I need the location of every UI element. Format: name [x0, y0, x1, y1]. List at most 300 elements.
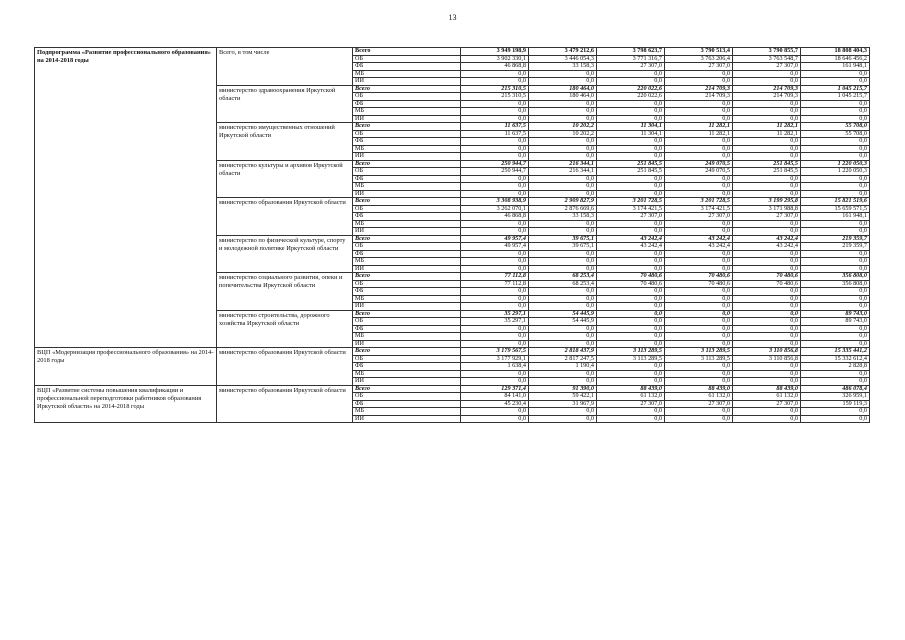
year-value-cell: 0,0: [529, 378, 597, 386]
year-value-cell: 0,0: [529, 70, 597, 78]
year-value-cell: 0,0: [529, 333, 597, 341]
year-value-cell: 0,0: [529, 175, 597, 183]
page-number: 13: [448, 13, 457, 22]
year-value-cell: 0,0: [461, 145, 529, 153]
total-value-cell: 0,0: [801, 250, 870, 258]
year-value-cell: 0,0: [597, 303, 665, 311]
funding-source-cell: Всего: [353, 198, 461, 206]
year-value-cell: 11 304,1: [597, 123, 665, 131]
year-value-cell: 0,0: [461, 333, 529, 341]
year-value-cell: 0,0: [733, 340, 801, 348]
year-value-cell: 91 390,0: [529, 385, 597, 393]
year-value-cell: 0,0: [665, 153, 733, 161]
total-value-cell: 1 220 050,3: [801, 160, 870, 168]
year-value-cell: 27 307,0: [665, 213, 733, 221]
year-value-cell: 0,0: [665, 250, 733, 258]
year-value-cell: 3 201 728,5: [597, 198, 665, 206]
year-value-cell: 0,0: [597, 408, 665, 416]
year-value-cell: 0,0: [597, 310, 665, 318]
year-value-cell: 251 845,5: [733, 160, 801, 168]
year-value-cell: 3 201 728,5: [665, 198, 733, 206]
funding-source-cell: Всего: [353, 85, 461, 93]
year-value-cell: 0,0: [597, 370, 665, 378]
total-value-cell: 356 808,0: [801, 273, 870, 281]
year-value-cell: 0,0: [597, 340, 665, 348]
year-value-cell: 0,0: [461, 108, 529, 116]
total-value-cell: 0,0: [801, 190, 870, 198]
year-value-cell: 3 949 198,9: [461, 48, 529, 56]
year-value-cell: 0,0: [597, 138, 665, 146]
year-value-cell: 0,0: [461, 70, 529, 78]
year-value-cell: 0,0: [597, 318, 665, 326]
funding-source-cell: ОБ: [353, 355, 461, 363]
total-value-cell: 0,0: [801, 108, 870, 116]
budget-table-body: [35, 48, 870, 423]
year-value-cell: 39 675,1: [529, 235, 597, 243]
year-value-cell: 1 638,4: [461, 363, 529, 371]
year-value-cell: 61 132,0: [665, 393, 733, 401]
year-value-cell: 251 845,5: [597, 160, 665, 168]
year-value-cell: 3 262 070,1: [461, 205, 529, 213]
year-value-cell: 3 308 938,9: [461, 198, 529, 206]
responsible-executor-cell: министерство по физической культуре, спорту и молодежной политике Иркутской области: [217, 235, 353, 273]
total-value-cell: 0,0: [801, 408, 870, 416]
funding-source-cell: ФБ: [353, 400, 461, 408]
funding-source-cell: ОБ: [353, 318, 461, 326]
year-value-cell: 249 070,5: [665, 168, 733, 176]
year-value-cell: 31 967,9: [529, 400, 597, 408]
year-value-cell: 35 297,1: [461, 310, 529, 318]
program-name-cell: Подпрограмма «Развитие профессионального образования» на 2014-2018 годы: [35, 48, 217, 348]
total-value-cell: 0,0: [801, 153, 870, 161]
year-value-cell: 0,0: [665, 220, 733, 228]
year-value-cell: 0,0: [597, 115, 665, 123]
year-value-cell: 0,0: [461, 295, 529, 303]
year-value-cell: 11 637,5: [461, 123, 529, 131]
funding-source-cell: ИИ: [353, 415, 461, 423]
year-value-cell: 43 242,4: [597, 235, 665, 243]
year-value-cell: 0,0: [733, 318, 801, 326]
year-value-cell: 61 132,0: [733, 393, 801, 401]
funding-source-cell: ФБ: [353, 288, 461, 296]
funding-source-cell: ИИ: [353, 265, 461, 273]
year-value-cell: 43 242,4: [733, 243, 801, 251]
year-value-cell: 70 480,6: [665, 273, 733, 281]
funding-source-cell: МБ: [353, 220, 461, 228]
total-value-cell: 161 948,1: [801, 63, 870, 71]
year-value-cell: 0,0: [733, 228, 801, 236]
program-name-cell: ВЦП «Развитие системы повышения квалификации и профессиональной переподготовки работников образования Иркутской области» на 2014-2018 годы: [35, 385, 217, 423]
year-value-cell: 3 177 929,1: [461, 355, 529, 363]
year-value-cell: 11 282,1: [733, 130, 801, 138]
year-value-cell: 0,0: [597, 325, 665, 333]
year-value-cell: 0,0: [529, 108, 597, 116]
year-value-cell: 39 675,1: [529, 243, 597, 251]
total-value-cell: 486 078,4: [801, 385, 870, 393]
funding-source-cell: ОБ: [353, 205, 461, 213]
funding-source-cell: ИИ: [353, 340, 461, 348]
year-value-cell: 0,0: [665, 415, 733, 423]
total-value-cell: 0,0: [801, 303, 870, 311]
year-value-cell: 54 445,9: [529, 310, 597, 318]
year-value-cell: 27 307,0: [597, 63, 665, 71]
year-value-cell: 0,0: [529, 258, 597, 266]
total-value-cell: 15 335 441,2: [801, 348, 870, 356]
year-value-cell: 0,0: [665, 333, 733, 341]
year-value-cell: 3 110 856,8: [733, 355, 801, 363]
year-value-cell: 0,0: [461, 288, 529, 296]
total-value-cell: 0,0: [801, 325, 870, 333]
year-value-cell: 0,0: [529, 415, 597, 423]
total-value-cell: 1 220 050,3: [801, 168, 870, 176]
year-value-cell: 0,0: [665, 378, 733, 386]
year-value-cell: 0,0: [665, 370, 733, 378]
total-value-cell: 0,0: [801, 183, 870, 191]
funding-source-cell: ФБ: [353, 250, 461, 258]
total-value-cell: 55 708,0: [801, 130, 870, 138]
year-value-cell: 3 113 289,5: [597, 348, 665, 356]
funding-source-cell: ИИ: [353, 115, 461, 123]
year-value-cell: 0,0: [529, 115, 597, 123]
year-value-cell: 3 174 421,5: [597, 205, 665, 213]
year-value-cell: 0,0: [529, 100, 597, 108]
year-value-cell: 3 771 316,7: [597, 55, 665, 63]
year-value-cell: 88 439,0: [597, 385, 665, 393]
year-value-cell: 70 480,6: [597, 280, 665, 288]
year-value-cell: 0,0: [733, 333, 801, 341]
year-value-cell: 0,0: [529, 78, 597, 86]
year-value-cell: 0,0: [461, 220, 529, 228]
year-value-cell: 0,0: [461, 340, 529, 348]
funding-source-cell: ОБ: [353, 55, 461, 63]
year-value-cell: 3 479 212,6: [529, 48, 597, 56]
year-value-cell: 27 307,0: [597, 213, 665, 221]
funding-source-cell: ОБ: [353, 130, 461, 138]
year-value-cell: 0,0: [733, 303, 801, 311]
funding-source-cell: Всего: [353, 235, 461, 243]
year-value-cell: 27 307,0: [665, 63, 733, 71]
total-value-cell: 0,0: [801, 340, 870, 348]
year-value-cell: 27 307,0: [665, 400, 733, 408]
year-value-cell: 0,0: [597, 100, 665, 108]
year-value-cell: 3 790 513,4: [665, 48, 733, 56]
total-value-cell: 161 948,1: [801, 213, 870, 221]
total-value-cell: 159 119,3: [801, 400, 870, 408]
year-value-cell: 3 199 295,8: [733, 198, 801, 206]
year-value-cell: 0,0: [733, 190, 801, 198]
funding-source-cell: Всего: [353, 385, 461, 393]
total-value-cell: 15 659 571,5: [801, 205, 870, 213]
year-value-cell: 0,0: [733, 415, 801, 423]
funding-source-cell: ИИ: [353, 303, 461, 311]
responsible-executor-cell: министерство культуры и архивов Иркутской области: [217, 160, 353, 198]
responsible-executor-cell: министерство образования Иркутской области: [217, 348, 353, 386]
funding-source-cell: МБ: [353, 333, 461, 341]
total-value-cell: 2 828,8: [801, 363, 870, 371]
year-value-cell: 0,0: [597, 70, 665, 78]
total-value-cell: 0,0: [801, 258, 870, 266]
year-value-cell: 0,0: [529, 408, 597, 416]
year-value-cell: 220 022,6: [597, 85, 665, 93]
total-value-cell: 0,0: [801, 115, 870, 123]
funding-source-cell: ФБ: [353, 138, 461, 146]
year-value-cell: 0,0: [733, 108, 801, 116]
year-value-cell: 0,0: [529, 183, 597, 191]
year-value-cell: 54 445,9: [529, 318, 597, 326]
year-value-cell: 0,0: [665, 175, 733, 183]
total-value-cell: 219 359,7: [801, 243, 870, 251]
year-value-cell: 0,0: [597, 175, 665, 183]
funding-source-cell: ИИ: [353, 190, 461, 198]
total-value-cell: 18 646 456,2: [801, 55, 870, 63]
year-value-cell: 0,0: [665, 190, 733, 198]
year-value-cell: 249 070,5: [665, 160, 733, 168]
year-value-cell: 0,0: [461, 100, 529, 108]
funding-source-cell: Всего: [353, 310, 461, 318]
year-value-cell: 0,0: [529, 153, 597, 161]
year-value-cell: 0,0: [665, 265, 733, 273]
year-value-cell: 0,0: [597, 378, 665, 386]
year-value-cell: 0,0: [461, 265, 529, 273]
year-value-cell: 0,0: [597, 265, 665, 273]
funding-source-cell: ОБ: [353, 393, 461, 401]
year-value-cell: 33 158,3: [529, 213, 597, 221]
year-value-cell: 0,0: [461, 378, 529, 386]
year-value-cell: 59 422,1: [529, 393, 597, 401]
year-value-cell: 215 310,5: [461, 85, 529, 93]
year-value-cell: 0,0: [597, 190, 665, 198]
year-value-cell: 250 944,7: [461, 160, 529, 168]
year-value-cell: 3 763 548,7: [733, 55, 801, 63]
year-value-cell: 3 113 289,5: [665, 348, 733, 356]
funding-source-cell: Всего: [353, 123, 461, 131]
year-value-cell: 0,0: [733, 175, 801, 183]
year-value-cell: 3 113 289,5: [665, 355, 733, 363]
year-value-cell: 0,0: [733, 183, 801, 191]
year-value-cell: 0,0: [461, 183, 529, 191]
year-value-cell: 0,0: [597, 295, 665, 303]
year-value-cell: 0,0: [665, 363, 733, 371]
year-value-cell: 0,0: [461, 258, 529, 266]
year-value-cell: 0,0: [529, 370, 597, 378]
table-row: [35, 385, 870, 393]
year-value-cell: 46 868,8: [461, 213, 529, 221]
funding-source-cell: МБ: [353, 295, 461, 303]
year-value-cell: 88 439,0: [733, 385, 801, 393]
year-value-cell: 84 141,0: [461, 393, 529, 401]
year-value-cell: 0,0: [461, 325, 529, 333]
total-value-cell: 0,0: [801, 70, 870, 78]
year-value-cell: 0,0: [597, 153, 665, 161]
year-value-cell: 49 957,4: [461, 235, 529, 243]
year-value-cell: 45 230,4: [461, 400, 529, 408]
year-value-cell: 0,0: [665, 115, 733, 123]
year-value-cell: 2 876 669,6: [529, 205, 597, 213]
year-value-cell: 0,0: [597, 363, 665, 371]
year-value-cell: 0,0: [733, 78, 801, 86]
total-value-cell: 0,0: [801, 138, 870, 146]
funding-source-cell: ИИ: [353, 78, 461, 86]
year-value-cell: 27 307,0: [733, 63, 801, 71]
year-value-cell: 3 110 856,8: [733, 348, 801, 356]
total-value-cell: 0,0: [801, 288, 870, 296]
responsible-executor-cell: министерство социального развития, опеки и попечительства Иркутской области: [217, 273, 353, 311]
total-value-cell: 15 332 612,4: [801, 355, 870, 363]
year-value-cell: 0,0: [529, 228, 597, 236]
year-value-cell: 3 113 289,5: [597, 355, 665, 363]
total-value-cell: 0,0: [801, 295, 870, 303]
funding-source-cell: МБ: [353, 70, 461, 78]
year-value-cell: 0,0: [665, 183, 733, 191]
year-value-cell: 251 845,5: [733, 168, 801, 176]
year-value-cell: 0,0: [665, 145, 733, 153]
total-value-cell: 15 821 519,6: [801, 198, 870, 206]
responsible-executor-cell: министерство имущественных отношений Иркутской области: [217, 123, 353, 161]
year-value-cell: 3 179 567,5: [461, 348, 529, 356]
year-value-cell: 0,0: [597, 258, 665, 266]
year-value-cell: 0,0: [461, 408, 529, 416]
year-value-cell: 216 344,1: [529, 160, 597, 168]
year-value-cell: 180 464,0: [529, 85, 597, 93]
total-value-cell: 326 959,1: [801, 393, 870, 401]
year-value-cell: 0,0: [733, 378, 801, 386]
year-value-cell: 0,0: [597, 78, 665, 86]
year-value-cell: 0,0: [529, 250, 597, 258]
year-value-cell: 11 282,1: [665, 130, 733, 138]
year-value-cell: 0,0: [665, 303, 733, 311]
year-value-cell: 0,0: [665, 78, 733, 86]
year-value-cell: 0,0: [733, 220, 801, 228]
year-value-cell: 0,0: [733, 153, 801, 161]
year-value-cell: 0,0: [665, 100, 733, 108]
year-value-cell: 0,0: [461, 153, 529, 161]
total-value-cell: 18 808 404,3: [801, 48, 870, 56]
year-value-cell: 0,0: [597, 145, 665, 153]
funding-source-cell: ФБ: [353, 100, 461, 108]
year-value-cell: 0,0: [733, 295, 801, 303]
year-value-cell: 0,0: [733, 408, 801, 416]
year-value-cell: 33 158,3: [529, 63, 597, 71]
funding-source-cell: ОБ: [353, 168, 461, 176]
year-value-cell: 70 480,6: [733, 280, 801, 288]
year-value-cell: 11 304,1: [597, 130, 665, 138]
year-value-cell: 0,0: [529, 265, 597, 273]
year-value-cell: 0,0: [461, 370, 529, 378]
year-value-cell: 214 709,3: [733, 93, 801, 101]
total-value-cell: 0,0: [801, 228, 870, 236]
responsible-executor-cell: министерство здравоохранения Иркутской области: [217, 85, 353, 123]
year-value-cell: 0,0: [733, 370, 801, 378]
year-value-cell: 0,0: [461, 415, 529, 423]
year-value-cell: 0,0: [529, 145, 597, 153]
year-value-cell: 0,0: [733, 310, 801, 318]
year-value-cell: 0,0: [733, 100, 801, 108]
year-value-cell: 68 253,4: [529, 280, 597, 288]
funding-source-cell: ФБ: [353, 63, 461, 71]
total-value-cell: 0,0: [801, 100, 870, 108]
year-value-cell: 214 709,3: [665, 93, 733, 101]
year-value-cell: 0,0: [461, 190, 529, 198]
year-value-cell: 2 818 437,9: [529, 348, 597, 356]
year-value-cell: 3 790 855,7: [733, 48, 801, 56]
year-value-cell: 0,0: [665, 295, 733, 303]
year-value-cell: 0,0: [665, 258, 733, 266]
year-value-cell: 43 242,4: [665, 243, 733, 251]
year-value-cell: 11 282,1: [665, 123, 733, 131]
year-value-cell: 0,0: [597, 220, 665, 228]
total-value-cell: 0,0: [801, 378, 870, 386]
year-value-cell: 68 253,4: [529, 273, 597, 281]
total-value-cell: 0,0: [801, 145, 870, 153]
year-value-cell: 46 868,8: [461, 63, 529, 71]
year-value-cell: 0,0: [597, 183, 665, 191]
year-value-cell: 0,0: [461, 78, 529, 86]
year-value-cell: 0,0: [733, 265, 801, 273]
responsible-executor-cell: министерство образования Иркутской области: [217, 385, 353, 423]
year-value-cell: 0,0: [597, 415, 665, 423]
year-value-cell: 3 902 330,1: [461, 55, 529, 63]
funding-source-cell: ОБ: [353, 93, 461, 101]
year-value-cell: 3 798 623,7: [597, 48, 665, 56]
year-value-cell: 0,0: [665, 408, 733, 416]
year-value-cell: 3 446 054,3: [529, 55, 597, 63]
year-value-cell: 70 480,6: [665, 280, 733, 288]
program-name-cell: ВЦП «Модернизация профессионального образования» на 2014-2018 годы: [35, 348, 217, 386]
year-value-cell: 0,0: [529, 220, 597, 228]
year-value-cell: 2 817 247,5: [529, 355, 597, 363]
year-value-cell: 43 242,4: [733, 235, 801, 243]
funding-source-cell: Всего: [353, 160, 461, 168]
year-value-cell: 61 132,0: [597, 393, 665, 401]
year-value-cell: 0,0: [529, 190, 597, 198]
funding-source-cell: ИИ: [353, 153, 461, 161]
total-value-cell: 89 743,0: [801, 318, 870, 326]
funding-source-cell: ИИ: [353, 228, 461, 236]
year-value-cell: 0,0: [597, 288, 665, 296]
funding-source-cell: ОБ: [353, 280, 461, 288]
funding-source-cell: ФБ: [353, 175, 461, 183]
year-value-cell: 129 371,4: [461, 385, 529, 393]
total-value-cell: 0,0: [801, 333, 870, 341]
year-value-cell: 0,0: [665, 108, 733, 116]
year-value-cell: 0,0: [597, 228, 665, 236]
year-value-cell: 0,0: [597, 333, 665, 341]
funding-source-cell: ФБ: [353, 213, 461, 221]
total-value-cell: 0,0: [801, 78, 870, 86]
funding-source-cell: МБ: [353, 370, 461, 378]
year-value-cell: 0,0: [733, 145, 801, 153]
year-value-cell: 0,0: [665, 325, 733, 333]
total-value-cell: 55 708,0: [801, 123, 870, 131]
year-value-cell: 250 944,7: [461, 168, 529, 176]
funding-source-cell: МБ: [353, 258, 461, 266]
funding-source-cell: МБ: [353, 108, 461, 116]
total-value-cell: 1 045 215,7: [801, 93, 870, 101]
year-value-cell: 0,0: [665, 340, 733, 348]
year-value-cell: 0,0: [733, 115, 801, 123]
year-value-cell: 70 480,6: [597, 273, 665, 281]
year-value-cell: 77 112,8: [461, 280, 529, 288]
year-value-cell: 43 242,4: [665, 235, 733, 243]
responsible-executor-cell: министерство образования Иркутской области: [217, 198, 353, 236]
year-value-cell: 27 307,0: [597, 400, 665, 408]
year-value-cell: 70 480,6: [733, 273, 801, 281]
responsible-executor-cell: Всего, в том числе: [217, 48, 353, 86]
total-value-cell: 0,0: [801, 415, 870, 423]
funding-source-cell: ФБ: [353, 325, 461, 333]
year-value-cell: 3 171 988,8: [733, 205, 801, 213]
funding-source-cell: Всего: [353, 273, 461, 281]
